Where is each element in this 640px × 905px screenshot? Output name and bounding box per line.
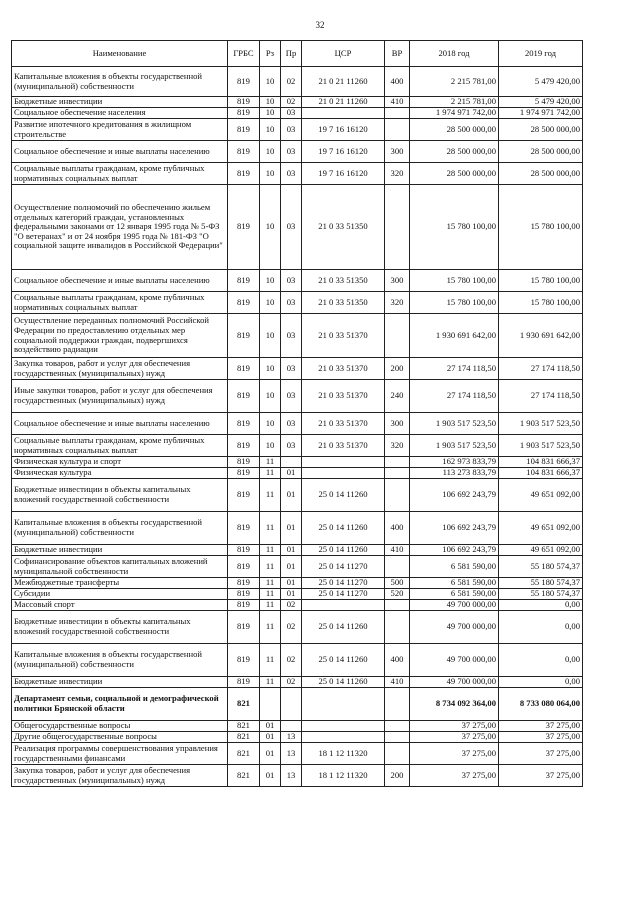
row-grbs-cell: 819 — [228, 292, 260, 314]
row-2018-cell: 37 275,00 — [410, 732, 499, 743]
row-csr-cell: 21 0 21 11260 — [302, 67, 385, 97]
row-2018-cell: 113 273 833,79 — [410, 468, 499, 479]
row-pr-cell: 02 — [281, 67, 302, 97]
row-grbs-cell: 819 — [228, 119, 260, 141]
table-row — [12, 556, 583, 578]
row-name-cell: Капитальные вложения в объекты государственной (муниципальной) собственности — [12, 67, 228, 97]
row-vr-cell: 500 — [385, 578, 410, 589]
row-2018-cell: 6 581 590,00 — [410, 589, 499, 600]
table-row — [12, 185, 583, 270]
row-vr-cell: 520 — [385, 589, 410, 600]
row-pr-cell: 03 — [281, 185, 302, 270]
table-row — [12, 457, 583, 468]
row-2019-cell: 49 651 092,00 — [499, 545, 583, 556]
table-row — [12, 119, 583, 141]
row-vr-cell — [385, 314, 410, 358]
row-2018-cell: 106 692 243,79 — [410, 545, 499, 556]
row-vr-cell — [385, 556, 410, 578]
row-csr-cell — [302, 600, 385, 611]
row-name-cell: Закупка товаров, работ и услуг для обеспечения государственных (муниципальных) нужд — [12, 765, 228, 787]
row-grbs-cell: 819 — [228, 358, 260, 380]
header-vr: ВР — [385, 41, 410, 67]
row-csr-cell: 21 0 21 11260 — [302, 97, 385, 108]
row-2019-cell: 55 180 574,37 — [499, 556, 583, 578]
row-pr-cell: 03 — [281, 163, 302, 185]
row-grbs-cell: 821 — [228, 765, 260, 787]
header-2019: 2019 год — [499, 41, 583, 67]
row-vr-cell: 320 — [385, 435, 410, 457]
header-rz: Рз — [260, 41, 281, 67]
row-grbs-cell: 821 — [228, 743, 260, 765]
row-rz-cell: 11 — [260, 457, 281, 468]
row-2019-cell: 49 651 092,00 — [499, 479, 583, 512]
row-csr-cell: 21 0 33 51370 — [302, 314, 385, 358]
row-2018-cell: 1 903 517 523,50 — [410, 413, 499, 435]
row-rz-cell: 10 — [260, 97, 281, 108]
row-grbs-cell: 819 — [228, 556, 260, 578]
row-csr-cell: 25 0 14 11260 — [302, 644, 385, 677]
row-2019-cell: 37 275,00 — [499, 765, 583, 787]
row-name-cell: Физическая культура и спорт — [12, 457, 228, 468]
row-pr-cell: 01 — [281, 589, 302, 600]
row-name-cell: Общегосударственные вопросы — [12, 721, 228, 732]
row-2018-cell: 15 780 100,00 — [410, 185, 499, 270]
row-csr-cell — [302, 108, 385, 119]
row-2019-cell: 37 275,00 — [499, 732, 583, 743]
row-name-cell: Бюджетные инвестиции в объекты капитальных вложений государственной собственности — [12, 479, 228, 512]
header-pr: Пр — [281, 41, 302, 67]
row-2018-cell: 49 700 000,00 — [410, 677, 499, 688]
table-row — [12, 677, 583, 688]
row-rz-cell: 11 — [260, 556, 281, 578]
row-vr-cell: 400 — [385, 644, 410, 677]
table-row — [12, 413, 583, 435]
row-pr-cell — [281, 721, 302, 732]
row-name-cell: Бюджетные инвестиции — [12, 97, 228, 108]
row-grbs-cell: 819 — [228, 108, 260, 119]
row-name-cell: Бюджетные инвестиции в объекты капитальных вложений государственной собственности — [12, 611, 228, 644]
table-row — [12, 732, 583, 743]
row-name-cell: Социальные выплаты гражданам, кроме публичных нормативных социальных выплат — [12, 292, 228, 314]
table-row — [12, 163, 583, 185]
row-2018-cell: 2 215 781,00 — [410, 97, 499, 108]
row-2019-cell: 28 500 000,00 — [499, 163, 583, 185]
row-grbs-cell: 819 — [228, 380, 260, 413]
row-rz-cell: 10 — [260, 108, 281, 119]
row-vr-cell — [385, 468, 410, 479]
row-rz-cell: 10 — [260, 185, 281, 270]
row-csr-cell: 21 0 33 51370 — [302, 358, 385, 380]
row-2018-cell: 49 700 000,00 — [410, 600, 499, 611]
row-grbs-cell: 819 — [228, 314, 260, 358]
table-row — [12, 611, 583, 644]
row-pr-cell: 02 — [281, 644, 302, 677]
row-2018-cell: 37 275,00 — [410, 743, 499, 765]
row-pr-cell: 01 — [281, 545, 302, 556]
row-csr-cell: 25 0 14 11260 — [302, 545, 385, 556]
budget-table — [11, 40, 583, 787]
row-csr-cell: 25 0 14 11260 — [302, 512, 385, 545]
row-2019-cell: 1 903 517 523,50 — [499, 435, 583, 457]
row-2019-cell: 104 831 666,37 — [499, 457, 583, 468]
row-pr-cell: 03 — [281, 119, 302, 141]
row-2018-cell: 15 780 100,00 — [410, 270, 499, 292]
row-csr-cell: 21 0 33 51350 — [302, 185, 385, 270]
row-rz-cell: 11 — [260, 545, 281, 556]
row-vr-cell: 410 — [385, 677, 410, 688]
row-csr-cell — [302, 688, 385, 721]
row-name-cell: Массовый спорт — [12, 600, 228, 611]
row-2019-cell: 104 831 666,37 — [499, 468, 583, 479]
row-rz-cell: 10 — [260, 141, 281, 163]
row-rz-cell — [260, 688, 281, 721]
row-rz-cell: 11 — [260, 600, 281, 611]
row-rz-cell: 01 — [260, 743, 281, 765]
row-vr-cell: 200 — [385, 358, 410, 380]
row-2018-cell: 15 780 100,00 — [410, 292, 499, 314]
row-grbs-cell: 819 — [228, 67, 260, 97]
row-2019-cell: 8 733 080 064,00 — [499, 688, 583, 721]
row-2018-cell: 1 903 517 523,50 — [410, 435, 499, 457]
table-row — [12, 578, 583, 589]
row-pr-cell: 03 — [281, 108, 302, 119]
row-grbs-cell: 819 — [228, 611, 260, 644]
row-2019-cell: 27 174 118,50 — [499, 380, 583, 413]
row-grbs-cell: 819 — [228, 545, 260, 556]
header-2018: 2018 год — [410, 41, 499, 67]
row-2018-cell: 49 700 000,00 — [410, 644, 499, 677]
header-grbs: ГРБС — [228, 41, 260, 67]
row-csr-cell: 21 0 33 51350 — [302, 292, 385, 314]
row-pr-cell: 02 — [281, 677, 302, 688]
row-2018-cell: 1 930 691 642,00 — [410, 314, 499, 358]
row-2019-cell: 15 780 100,00 — [499, 185, 583, 270]
row-rz-cell: 10 — [260, 435, 281, 457]
row-grbs-cell: 819 — [228, 578, 260, 589]
row-pr-cell: 02 — [281, 600, 302, 611]
row-pr-cell: 03 — [281, 270, 302, 292]
row-name-cell: Бюджетные инвестиции — [12, 677, 228, 688]
row-csr-cell: 25 0 14 11270 — [302, 556, 385, 578]
row-rz-cell: 11 — [260, 578, 281, 589]
row-name-cell: Социальное обеспечение населения — [12, 108, 228, 119]
row-2018-cell: 49 700 000,00 — [410, 611, 499, 644]
row-vr-cell: 300 — [385, 141, 410, 163]
row-pr-cell: 03 — [281, 314, 302, 358]
row-name-cell: Социальные выплаты гражданам, кроме публичных нормативных социальных выплат — [12, 163, 228, 185]
row-2018-cell: 6 581 590,00 — [410, 578, 499, 589]
row-name-cell: Межбюджетные трансферты — [12, 578, 228, 589]
row-rz-cell: 10 — [260, 67, 281, 97]
row-2019-cell: 0,00 — [499, 600, 583, 611]
header-csr: ЦСР — [302, 41, 385, 67]
table-row — [12, 512, 583, 545]
row-2019-cell: 15 780 100,00 — [499, 292, 583, 314]
row-csr-cell: 21 0 33 51350 — [302, 270, 385, 292]
row-name-cell: Социальные выплаты гражданам, кроме публичных нормативных социальных выплат — [12, 435, 228, 457]
row-vr-cell — [385, 743, 410, 765]
row-name-cell: Осуществление переданных полномочий Российской Федерации по предоставлению отдельных мер социальной поддержки граждан, подвергшихся воздействию радиации — [12, 314, 228, 358]
row-grbs-cell: 821 — [228, 688, 260, 721]
row-vr-cell — [385, 108, 410, 119]
row-pr-cell: 02 — [281, 97, 302, 108]
row-csr-cell: 21 0 33 51370 — [302, 380, 385, 413]
row-rz-cell: 11 — [260, 644, 281, 677]
table-row — [12, 765, 583, 787]
row-vr-cell: 200 — [385, 765, 410, 787]
row-name-cell: Осуществление полномочий по обеспечению жильем отдельных категорий граждан, установленных федеральными законами от 12 января 1995 года № 5-ФЗ "О ветеранах" и от 24 ноября 1995 года № 181-ФЗ "О социальной защите инвалидов в Российской Федерации" — [12, 185, 228, 270]
table-row — [12, 292, 583, 314]
row-rz-cell: 11 — [260, 589, 281, 600]
row-csr-cell: 18 1 12 11320 — [302, 743, 385, 765]
row-2018-cell: 27 174 118,50 — [410, 380, 499, 413]
row-2019-cell: 55 180 574,37 — [499, 589, 583, 600]
row-rz-cell: 10 — [260, 163, 281, 185]
row-name-cell: Физическая культура — [12, 468, 228, 479]
row-2018-cell: 1 974 971 742,00 — [410, 108, 499, 119]
row-pr-cell: 01 — [281, 512, 302, 545]
row-pr-cell: 13 — [281, 743, 302, 765]
row-csr-cell: 25 0 14 11270 — [302, 578, 385, 589]
row-2019-cell: 37 275,00 — [499, 743, 583, 765]
table-row — [12, 468, 583, 479]
row-2019-cell: 27 174 118,50 — [499, 358, 583, 380]
row-pr-cell: 01 — [281, 468, 302, 479]
row-pr-cell: 03 — [281, 358, 302, 380]
row-grbs-cell: 819 — [228, 435, 260, 457]
row-2018-cell: 106 692 243,79 — [410, 512, 499, 545]
row-vr-cell: 410 — [385, 97, 410, 108]
row-2018-cell: 28 500 000,00 — [410, 141, 499, 163]
row-pr-cell: 02 — [281, 611, 302, 644]
row-csr-cell: 21 0 33 51370 — [302, 413, 385, 435]
row-rz-cell: 10 — [260, 292, 281, 314]
row-2019-cell: 5 479 420,00 — [499, 97, 583, 108]
row-csr-cell — [302, 468, 385, 479]
row-name-cell: Департамент семьи, социальной и демографической политики Брянской области — [12, 688, 228, 721]
table-row — [12, 743, 583, 765]
row-vr-cell: 410 — [385, 545, 410, 556]
table-row — [12, 141, 583, 163]
row-vr-cell — [385, 457, 410, 468]
row-grbs-cell: 819 — [228, 644, 260, 677]
row-csr-cell: 19 7 16 16120 — [302, 141, 385, 163]
row-name-cell: Софинансирование объектов капитальных вложений муниципальной собственности — [12, 556, 228, 578]
row-grbs-cell: 819 — [228, 479, 260, 512]
row-rz-cell: 10 — [260, 380, 281, 413]
table-header-row — [12, 41, 583, 67]
row-pr-cell: 03 — [281, 413, 302, 435]
row-pr-cell — [281, 457, 302, 468]
row-rz-cell: 10 — [260, 270, 281, 292]
table-row — [12, 644, 583, 677]
row-vr-cell: 320 — [385, 163, 410, 185]
row-2019-cell: 0,00 — [499, 677, 583, 688]
row-name-cell: Бюджетные инвестиции — [12, 545, 228, 556]
row-2019-cell: 0,00 — [499, 644, 583, 677]
row-pr-cell: 03 — [281, 141, 302, 163]
table-row — [12, 688, 583, 721]
row-grbs-cell: 819 — [228, 270, 260, 292]
row-csr-cell: 19 7 16 16120 — [302, 119, 385, 141]
row-2018-cell: 2 215 781,00 — [410, 67, 499, 97]
row-grbs-cell: 819 — [228, 413, 260, 435]
row-vr-cell — [385, 185, 410, 270]
table-row — [12, 314, 583, 358]
row-vr-cell — [385, 732, 410, 743]
row-rz-cell: 11 — [260, 479, 281, 512]
row-name-cell: Развитие ипотечного кредитования в жилищном строительстве — [12, 119, 228, 141]
row-2019-cell: 37 275,00 — [499, 721, 583, 732]
row-rz-cell: 01 — [260, 765, 281, 787]
row-pr-cell: 03 — [281, 435, 302, 457]
row-grbs-cell: 819 — [228, 457, 260, 468]
row-2018-cell: 37 275,00 — [410, 721, 499, 732]
row-name-cell: Реализация программы совершенствования управления государственными финансами — [12, 743, 228, 765]
row-2019-cell: 55 180 574,37 — [499, 578, 583, 589]
table-row — [12, 380, 583, 413]
row-name-cell: Иные закупки товаров, работ и услуг для обеспечения государственных (муниципальных) нужд — [12, 380, 228, 413]
row-pr-cell: 13 — [281, 765, 302, 787]
row-csr-cell: 25 0 14 11260 — [302, 611, 385, 644]
row-pr-cell: 01 — [281, 556, 302, 578]
table-row — [12, 270, 583, 292]
row-grbs-cell: 821 — [228, 732, 260, 743]
row-csr-cell: 19 7 16 16120 — [302, 163, 385, 185]
row-grbs-cell: 819 — [228, 141, 260, 163]
row-rz-cell: 01 — [260, 721, 281, 732]
row-pr-cell: 01 — [281, 578, 302, 589]
row-2019-cell: 5 479 420,00 — [499, 67, 583, 97]
row-2018-cell: 8 734 092 364,00 — [410, 688, 499, 721]
row-vr-cell — [385, 721, 410, 732]
row-pr-cell: 03 — [281, 380, 302, 413]
table-row — [12, 600, 583, 611]
row-2018-cell: 27 174 118,50 — [410, 358, 499, 380]
row-2018-cell: 6 581 590,00 — [410, 556, 499, 578]
row-2019-cell: 28 500 000,00 — [499, 119, 583, 141]
table-row — [12, 108, 583, 119]
row-2018-cell: 37 275,00 — [410, 765, 499, 787]
row-rz-cell: 11 — [260, 611, 281, 644]
row-rz-cell: 01 — [260, 732, 281, 743]
header-name: Наименование — [12, 41, 228, 67]
row-csr-cell: 25 0 14 11260 — [302, 479, 385, 512]
row-vr-cell: 400 — [385, 512, 410, 545]
row-vr-cell: 320 — [385, 292, 410, 314]
row-vr-cell — [385, 119, 410, 141]
table-row — [12, 589, 583, 600]
row-name-cell: Субсидии — [12, 589, 228, 600]
row-pr-cell — [281, 688, 302, 721]
row-name-cell: Закупка товаров, работ и услуг для обеспечения государственных (муниципальных) нужд — [12, 358, 228, 380]
row-csr-cell — [302, 457, 385, 468]
row-pr-cell: 13 — [281, 732, 302, 743]
row-grbs-cell: 819 — [228, 589, 260, 600]
row-csr-cell: 25 0 14 11260 — [302, 677, 385, 688]
table-row — [12, 97, 583, 108]
table-row — [12, 358, 583, 380]
page-number: 32 — [315, 20, 325, 30]
row-2019-cell: 1 903 517 523,50 — [499, 413, 583, 435]
row-vr-cell: 400 — [385, 67, 410, 97]
row-name-cell: Социальное обеспечение и иные выплаты населению — [12, 141, 228, 163]
row-vr-cell: 240 — [385, 380, 410, 413]
row-pr-cell: 03 — [281, 292, 302, 314]
row-csr-cell — [302, 721, 385, 732]
table-row — [12, 721, 583, 732]
row-vr-cell — [385, 611, 410, 644]
row-rz-cell: 11 — [260, 512, 281, 545]
row-2018-cell: 162 973 833,79 — [410, 457, 499, 468]
row-rz-cell: 11 — [260, 468, 281, 479]
row-grbs-cell: 819 — [228, 163, 260, 185]
row-2018-cell: 28 500 000,00 — [410, 119, 499, 141]
row-rz-cell: 10 — [260, 413, 281, 435]
row-2019-cell: 1 930 691 642,00 — [499, 314, 583, 358]
row-2019-cell: 49 651 092,00 — [499, 512, 583, 545]
row-grbs-cell: 819 — [228, 468, 260, 479]
row-vr-cell — [385, 479, 410, 512]
row-grbs-cell: 819 — [228, 97, 260, 108]
row-name-cell: Социальное обеспечение и иные выплаты населению — [12, 413, 228, 435]
row-grbs-cell: 819 — [228, 677, 260, 688]
row-pr-cell: 01 — [281, 479, 302, 512]
row-name-cell: Капитальные вложения в объекты государственной (муниципальной) собственности — [12, 512, 228, 545]
table-row — [12, 545, 583, 556]
row-vr-cell: 300 — [385, 413, 410, 435]
table-row — [12, 479, 583, 512]
row-grbs-cell: 819 — [228, 600, 260, 611]
row-csr-cell: 21 0 33 51370 — [302, 435, 385, 457]
row-name-cell: Социальное обеспечение и иные выплаты населению — [12, 270, 228, 292]
row-rz-cell: 10 — [260, 314, 281, 358]
row-name-cell: Капитальные вложения в объекты государственной (муниципальной) собственности — [12, 644, 228, 677]
row-2018-cell: 28 500 000,00 — [410, 163, 499, 185]
row-grbs-cell: 819 — [228, 512, 260, 545]
row-grbs-cell: 821 — [228, 721, 260, 732]
table-row — [12, 67, 583, 97]
row-2019-cell: 0,00 — [499, 611, 583, 644]
row-vr-cell: 300 — [385, 270, 410, 292]
row-2018-cell: 106 692 243,79 — [410, 479, 499, 512]
row-rz-cell: 10 — [260, 119, 281, 141]
row-2019-cell: 15 780 100,00 — [499, 270, 583, 292]
table-row — [12, 435, 583, 457]
row-vr-cell — [385, 688, 410, 721]
row-2019-cell: 1 974 971 742,00 — [499, 108, 583, 119]
row-csr-cell — [302, 732, 385, 743]
row-csr-cell: 25 0 14 11270 — [302, 589, 385, 600]
row-csr-cell: 18 1 12 11320 — [302, 765, 385, 787]
row-grbs-cell: 819 — [228, 185, 260, 270]
row-vr-cell — [385, 600, 410, 611]
row-rz-cell: 11 — [260, 677, 281, 688]
row-rz-cell: 10 — [260, 358, 281, 380]
row-2019-cell: 28 500 000,00 — [499, 141, 583, 163]
row-name-cell: Другие общегосударственные вопросы — [12, 732, 228, 743]
